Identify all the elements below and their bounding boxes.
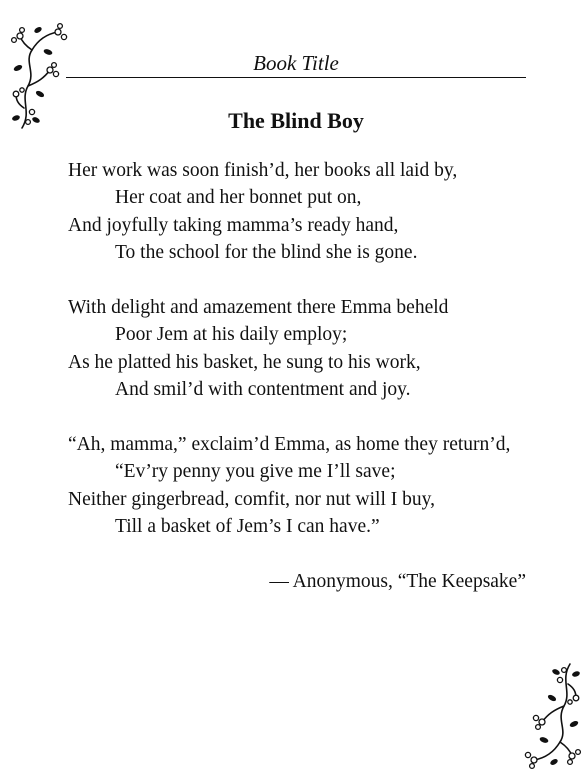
- poem-line: Poor Jem at his daily employ;: [115, 324, 348, 346]
- poem-line: “Ah, mamma,” exclaim’d Emma, as home they return’d,: [68, 434, 511, 456]
- poem-line: To the school for the blind she is gone.: [115, 242, 418, 264]
- poem-line: “Ev’ry penny you give me I’ll save;: [115, 461, 396, 483]
- poem-line: Till a basket of Jem’s I can have.”: [115, 516, 380, 538]
- book-title-header: Book Title: [253, 51, 339, 75]
- stanza-3: [68, 431, 568, 541]
- poem-line: Her work was soon finish’d, her books all laid by,: [68, 160, 458, 181]
- floral-vine-ornament-bottom-right: [520, 660, 582, 770]
- poem-line: As he platted his basket, he sung to his work,: [68, 351, 421, 373]
- poem-line: Her coat and her bonnet put on,: [115, 187, 362, 209]
- floral-vine-ornament-top-left: [10, 22, 72, 132]
- header-rule: [66, 77, 526, 78]
- stanza-1: [68, 157, 568, 267]
- stanza-2: [68, 294, 568, 404]
- poem-title: The Blind Boy: [228, 108, 364, 133]
- poem-attribution: — Anonymous, “The Keepsake”: [269, 571, 526, 592]
- poem-line: With delight and amazement there Emma beheld: [68, 297, 449, 319]
- poem-body: [68, 157, 568, 568]
- poem-line: And joyfully taking mamma’s ready hand,: [68, 214, 399, 236]
- poem-line: And smil’d with contentment and joy.: [115, 379, 411, 401]
- poem-line: Neither gingerbread, comfit, nor nut will I buy,: [68, 488, 435, 510]
